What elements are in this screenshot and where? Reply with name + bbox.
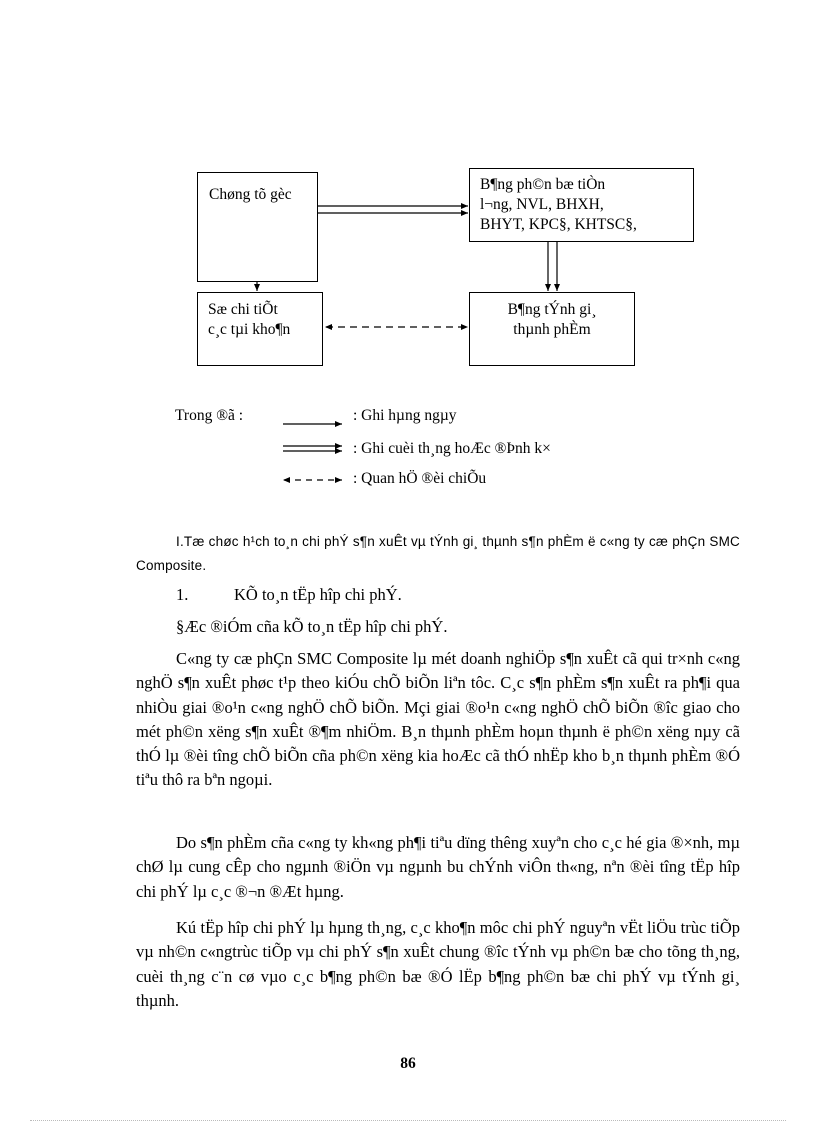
paragraph: C«ng ty cæ phÇn SMC Composite lµ mét doanh nghiÖp s¶n xuÊt cã qui tr×nh c«ng nghÖ s¶n xuÊt phøc t¹p theo kiÓu chÕ biÕn liªn tôc. C¸c s¶n phÈm s¶n xuÊt ra ph¶i qua nhiÒu giai ®o¹n c«ng nghÖ chÕ biÕn. Mçi giai ®o¹n c«ng nghÖ chÕ biÕn ®îc giao cho mét ph©n xëng s¶n xuÊt ®¶m nhiÖm. B¸n thµnh phÈm hoµn thµnh ë ph©n xëng nµy cã thÓ lµ ®èi tîng chÕ biÕn cña ph©n xëng kia hoÆc cã thÓ nhËp kho b¸n thµnh phÈm ®Ó tiªu thô ra bªn ngoµi. xyxy=(136,649,740,790)
legend-daily-label: : Ghi hµng ngµy xyxy=(353,407,457,424)
legend-periodic-label: : Ghi cuèi th¸ng hoÆc ®Þnh k× xyxy=(353,440,551,457)
box-text: thµnh phÈm xyxy=(513,321,591,338)
box-text: c¸c tµi kho¶n xyxy=(208,321,291,338)
box-text: B¶ng tÝnh gi¸ xyxy=(507,301,597,318)
allocation-table-box xyxy=(469,168,694,242)
legend-title: Trong ®ã : xyxy=(175,407,244,424)
costing-table-box xyxy=(469,292,635,366)
box-text: l¬ng, NVL, BHXH, xyxy=(480,196,604,213)
source-documents-box xyxy=(197,172,318,282)
page-number: 86 xyxy=(400,1055,416,1072)
box-text: B¶ng ph©n bæ tiÒn xyxy=(480,176,606,193)
detailed-ledger-box xyxy=(197,292,323,366)
item-number: 1. xyxy=(176,585,189,604)
box-text: Chøng tõ gèc xyxy=(209,186,292,203)
box-text: Sæ chi tiÕt xyxy=(208,301,278,318)
paragraph: Do s¶n phÈm cña c«ng ty kh«ng ph¶i tiªu dïng thêng xuyªn cho c¸c hé gia ®×nh, mµ chØ lµ cung cÊp cho ngµnh ®iÖn vµ ngµnh bu chÝnh viÔn th«ng, nªn ®èi tîng tËp hîp chi phÝ lµ c¸c ®¬n ®Æt hµng. xyxy=(136,833,740,901)
box-text: BHYT, KPC§, KHTSC§, xyxy=(480,216,637,233)
paragraph: Kú tËp hîp chi phÝ lµ hµng th¸ng, c¸c kho¶n môc chi phÝ nguyªn vËt liÖu trùc tiÕp vµ nh©n c«ngtrùc tiÕp vµ chi phÝ s¶n xuÊt chung ®îc tÝnh vµ ph©n bæ cho tõng th¸ng, cuèi th¸ng c¨n cø vµo c¸c b¶ng ph©n bæ ®Ó lËp b¶ng ph©n bæ chi phÝ vµ tÝnh gi¸ thµnh. xyxy=(136,918,740,1010)
legend-crosscheck-label: : Quan hÖ ®èi chiÕu xyxy=(353,470,487,487)
footer-rule xyxy=(30,1120,786,1121)
section-heading: I.Tæ chøc h¹ch to¸n chi phÝ s¶n xuÊt vµ tÝnh gi¸ thµnh s¶n phÈm ë c«ng ty cæ phÇn SMC Composite. xyxy=(136,534,740,573)
item-title: KÕ to¸n tËp hîp chi phÝ. xyxy=(234,585,402,604)
subheading: §Æc ®iÓm cña kÕ to¸n tËp hîp chi phÝ. xyxy=(176,617,448,636)
